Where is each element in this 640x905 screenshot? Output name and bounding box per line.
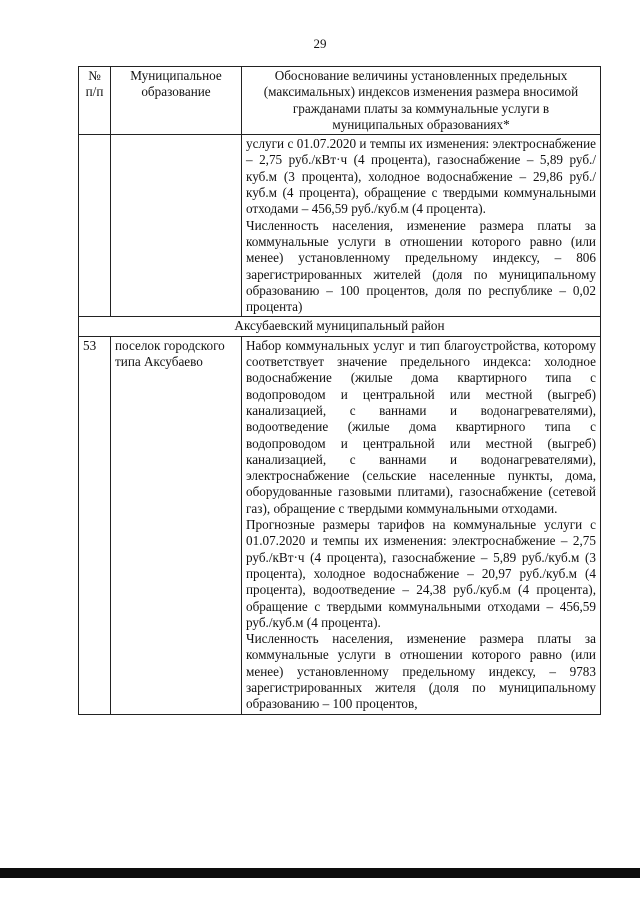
header-justification: Обоснование величины установленных предельных (максимальных) индексов изменения размера вносимой гражданами платы за коммунальные услуги в муниципальных образованиях* [242, 67, 601, 135]
row-municipality: поселок городского типа Аксубаево [111, 336, 242, 714]
page-number: 29 [313, 36, 327, 51]
cell-justification-continuation [242, 135, 601, 317]
table-header-row [79, 67, 601, 135]
paragraph: Прогнозные размеры тарифов на коммунальные услуги с 01.07.2020 и темпы их изменения: электроснабжение – 2,75 руб./кВт·ч (4 процента), газоснабжение – 5,89 руб./куб.м (3 процента), холодное водоснабжение – 20,97 руб./куб.м (4 процента), водоотведение – 24,38 руб./куб.м (4 процента), обращение с твердыми коммунальными отходами – 456,59 руб./куб.м (4 процента). [246, 517, 596, 630]
cell-justification [242, 336, 601, 714]
paragraph: Численность населения, изменение размера платы за коммунальные услуги в отношении которого равно (или менее) установленному предельному индексу, – 9783 зарегистрированных жителя (доля по муниципальному образованию – 100 процентов, [246, 631, 596, 712]
cell-empty-number [79, 135, 111, 317]
scan-edge-bar [0, 868, 640, 878]
paragraph: услуги с 01.07.2020 и темпы их изменения: электроснабжение – 2,75 руб./кВт·ч (4 процента), газоснабжение – 5,89 руб./куб.м (3 процента), холодное водоснабжение – 29,86 руб./куб.м (4 процента), обращение с твердыми коммунальными отходами – 456,59 руб./куб.м (4 процента). [246, 136, 596, 217]
cell-empty-municipality [111, 135, 242, 317]
table-row-district [79, 317, 601, 336]
paragraph: Численность населения, изменение размера платы за коммунальные услуги в отношении которого равно (или менее) установленному предельному индексу, – 806 зарегистрированных жителей (доля по муниципальному образованию – 100 процентов, доля по республике – 0,02 процента) [246, 217, 596, 315]
paragraph: Набор коммунальных услуг и тип благоустройства, которому соответствует значение предельного индекса: холодное водоснабжение (жилые дома квартирного типа с водопроводом и центральной или местной (выгреб) канализацией, с ваннами и водонагревателями), водоотведение (жилые дома квартирного типа с водопроводом и центральной или местной (выгреб) канализацией, с ваннами и водонагревателями), электроснабжение (сельские населенные пункты, дома, оборудованные газовыми плитами), газоснабжение (сетевой газ), обращение с твердыми коммунальными отходами. [246, 337, 596, 516]
header-number: № п/п [79, 67, 111, 135]
row-number: 53 [79, 336, 111, 714]
header-municipality: Муниципальное образование [111, 67, 242, 135]
indices-table [78, 66, 601, 715]
district-title: Аксубаевский муниципальный район [79, 317, 601, 336]
table-row [79, 336, 601, 714]
table-row-continuation [79, 135, 601, 317]
